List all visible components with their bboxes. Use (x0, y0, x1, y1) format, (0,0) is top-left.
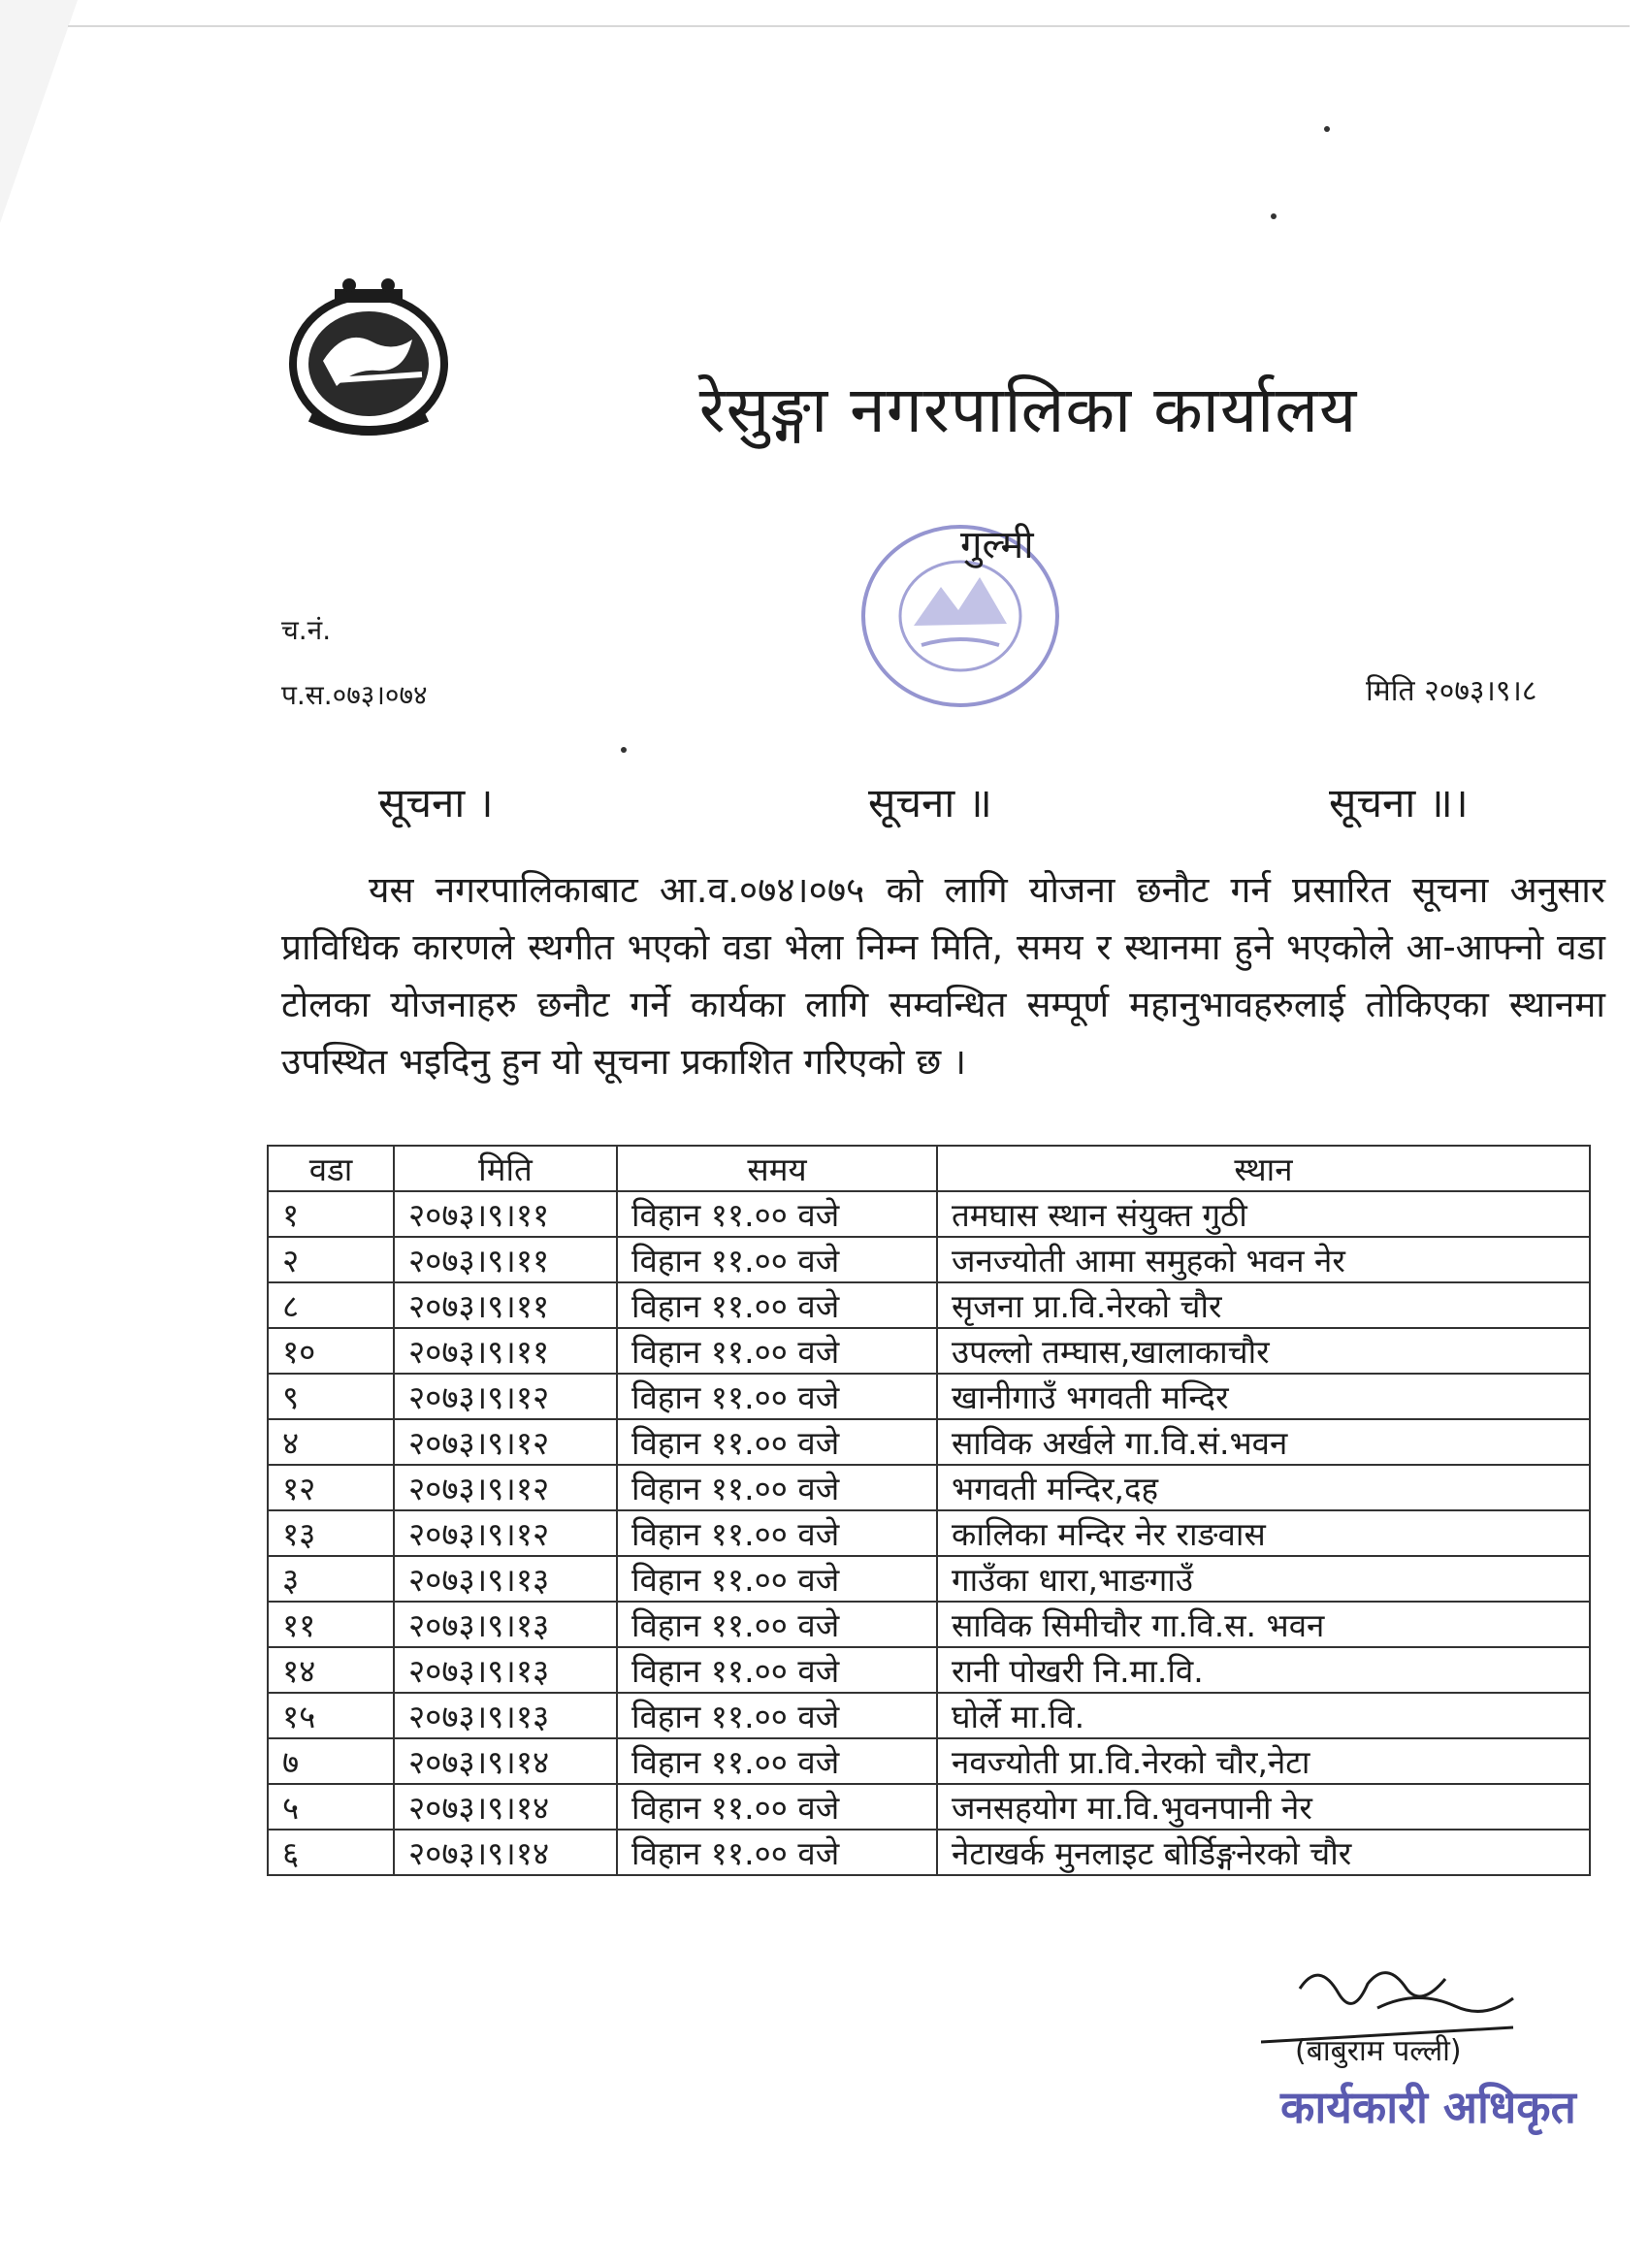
time-cell: विहान ११.०० वजे (617, 1510, 937, 1556)
venue-cell: जनज्योती आमा समुहको भवन नेर (937, 1237, 1590, 1282)
time-cell: विहान ११.०० वजे (617, 1738, 937, 1784)
venue-cell: रानी पोखरी नि.मा.वि. (937, 1647, 1590, 1693)
date-cell: २०७३।९।१४ (394, 1830, 617, 1875)
table-row (268, 1602, 1590, 1647)
date-cell: २०७३।९।१२ (394, 1510, 617, 1556)
notice-heading-1: सूचना । (378, 779, 494, 826)
time-cell: विहान ११.०० वजे (617, 1191, 937, 1237)
table-body (268, 1191, 1590, 1875)
ward-cell: १० (268, 1328, 394, 1374)
time-cell: विहान ११.०० वजे (617, 1647, 937, 1693)
time-cell: विहान ११.०० वजे (617, 1830, 937, 1875)
table-row (268, 1374, 1590, 1419)
table-row (268, 1237, 1590, 1282)
table-row (268, 1784, 1590, 1830)
table-row (268, 1191, 1590, 1237)
ward-cell: ११ (268, 1602, 394, 1647)
time-cell: विहान ११.०० वजे (617, 1693, 937, 1738)
date-cell: २०७३।९।११ (394, 1237, 617, 1282)
date-cell: २०७३।९।११ (394, 1328, 617, 1374)
fiscal-year-reference: प.स.०७३।०७४ (281, 679, 428, 711)
notice-body: यस नगरपालिकाबाट आ.व.०७४।०७५ को लागि योजना छनौट गर्न प्रसारित सूचना अनुसार प्राविधिक कारणले स्थगीत भएको वडा भेला निम्न मिति, समय र स्थानमा हुने भएकोले आ-आफ्नो वडा टोलका योजनाहरु छनौट गर्ने कार्यका लागि सम्वन्धित सम्पूर्ण महानुभावहरुलाई तोकिएका स्थानमा उपस्थित भइदिनु हुन यो सूचना प्रकाशित गरिएको छ । (281, 869, 1605, 1083)
ward-cell: १२ (268, 1465, 394, 1510)
table-row (268, 1738, 1590, 1784)
date-cell: २०७३।९।१४ (394, 1784, 617, 1830)
notice-heading-3: सूचना ॥। (1329, 779, 1469, 826)
column-header-date: मिति (394, 1146, 617, 1191)
time-cell: विहान ११.०० वजे (617, 1282, 937, 1328)
time-cell: विहान ११.०० वजे (617, 1465, 937, 1510)
ward-cell: १४ (268, 1647, 394, 1693)
venue-cell: घोर्ले मा.वि. (937, 1693, 1590, 1738)
ward-cell: ३ (268, 1556, 394, 1602)
date-cell: २०७३।९।१४ (394, 1738, 617, 1784)
venue-cell: जनसहयोग मा.वि.भुवनपानी नेर (937, 1784, 1590, 1830)
notice-heading-2: सूचना ॥ (868, 779, 992, 826)
ward-cell: २ (268, 1237, 394, 1282)
date-cell: २०७३।९।१३ (394, 1556, 617, 1602)
time-cell: विहान ११.०० वजे (617, 1374, 937, 1419)
column-header-venue: स्थान (937, 1146, 1590, 1191)
date-cell: २०७३।९।११ (394, 1282, 617, 1328)
venue-cell: साविक सिमीचौर गा.वि.स. भवन (937, 1602, 1590, 1647)
page-edge (68, 25, 1630, 27)
date-cell: २०७३।९।१२ (394, 1374, 617, 1419)
ward-cell: ९ (268, 1374, 394, 1419)
scan-speck (1324, 126, 1330, 132)
ward-cell: ४ (268, 1419, 394, 1465)
signatory-name: (बाबुराम पल्ली) (1295, 2034, 1462, 2068)
time-cell: विहान ११.०० वजे (617, 1237, 937, 1282)
time-cell: विहान ११.०० वजे (617, 1784, 937, 1830)
district-name: गुल्मी (960, 523, 1034, 567)
time-cell: विहान ११.०० वजे (617, 1328, 937, 1374)
ward-cell: १५ (268, 1693, 394, 1738)
nepal-emblem-icon (276, 272, 461, 446)
date-cell: २०७३।९।१२ (394, 1419, 617, 1465)
table-row (268, 1693, 1590, 1738)
venue-cell: भगवती मन्दिर,दह (937, 1465, 1590, 1510)
table-row (268, 1647, 1590, 1693)
reference-number-label: च.नं. (281, 614, 332, 646)
office-title: रेसुङ्गा नगरपालिका कार्यालय (698, 373, 1358, 447)
venue-cell: तमघास स्थान संयुक्त गुठी (937, 1191, 1590, 1237)
ward-cell: १३ (268, 1510, 394, 1556)
ward-cell: १ (268, 1191, 394, 1237)
date-cell: २०७३।९।१३ (394, 1693, 617, 1738)
scan-speck (1271, 213, 1277, 219)
ward-meeting-schedule-table (267, 1145, 1591, 1876)
column-header-time: समय (617, 1146, 937, 1191)
table-row (268, 1328, 1590, 1374)
venue-cell: कालिका मन्दिर नेर राङवास (937, 1510, 1590, 1556)
venue-cell: साविक अर्खले गा.वि.सं.भवन (937, 1419, 1590, 1465)
venue-cell: गाउँका धारा,भाङगाउँ (937, 1556, 1590, 1602)
table-row (268, 1465, 1590, 1510)
table-row (268, 1556, 1590, 1602)
signatory-title-stamp: कार्यकारी अधिकृत (1280, 2081, 1576, 2133)
venue-cell: नेटाखर्क मुनलाइट बोर्डिङ्गनेरको चौर (937, 1830, 1590, 1875)
column-header-ward: वडा (268, 1146, 394, 1191)
table-row (268, 1510, 1590, 1556)
table-header-row (268, 1146, 1590, 1191)
venue-cell: सृजना प्रा.वि.नेरको चौर (937, 1282, 1590, 1328)
time-cell: विहान ११.०० वजे (617, 1419, 937, 1465)
ward-cell: ७ (268, 1738, 394, 1784)
time-cell: विहान ११.०० वजे (617, 1602, 937, 1647)
table-row (268, 1830, 1590, 1875)
date-cell: २०७३।९।११ (394, 1191, 617, 1237)
venue-cell: खानीगाउँ भगवती मन्दिर (937, 1374, 1590, 1419)
table-row (268, 1282, 1590, 1328)
time-cell: विहान ११.०० वजे (617, 1556, 937, 1602)
venue-cell: नवज्योती प्रा.वि.नेरको चौर,नेटा (937, 1738, 1590, 1784)
torn-corner (0, 0, 78, 223)
date-cell: २०७३।९।१२ (394, 1465, 617, 1510)
ward-cell: ६ (268, 1830, 394, 1875)
table-row (268, 1419, 1590, 1465)
date-cell: २०७३।९।१३ (394, 1647, 617, 1693)
notice-date: मिति २०७३।९।८ (1366, 674, 1537, 708)
date-cell: २०७३।९।१३ (394, 1602, 617, 1647)
ward-cell: ५ (268, 1784, 394, 1830)
venue-cell: उपल्लो तम्घास,खालाकाचौर (937, 1328, 1590, 1374)
scan-speck (621, 747, 627, 753)
ward-cell: ८ (268, 1282, 394, 1328)
